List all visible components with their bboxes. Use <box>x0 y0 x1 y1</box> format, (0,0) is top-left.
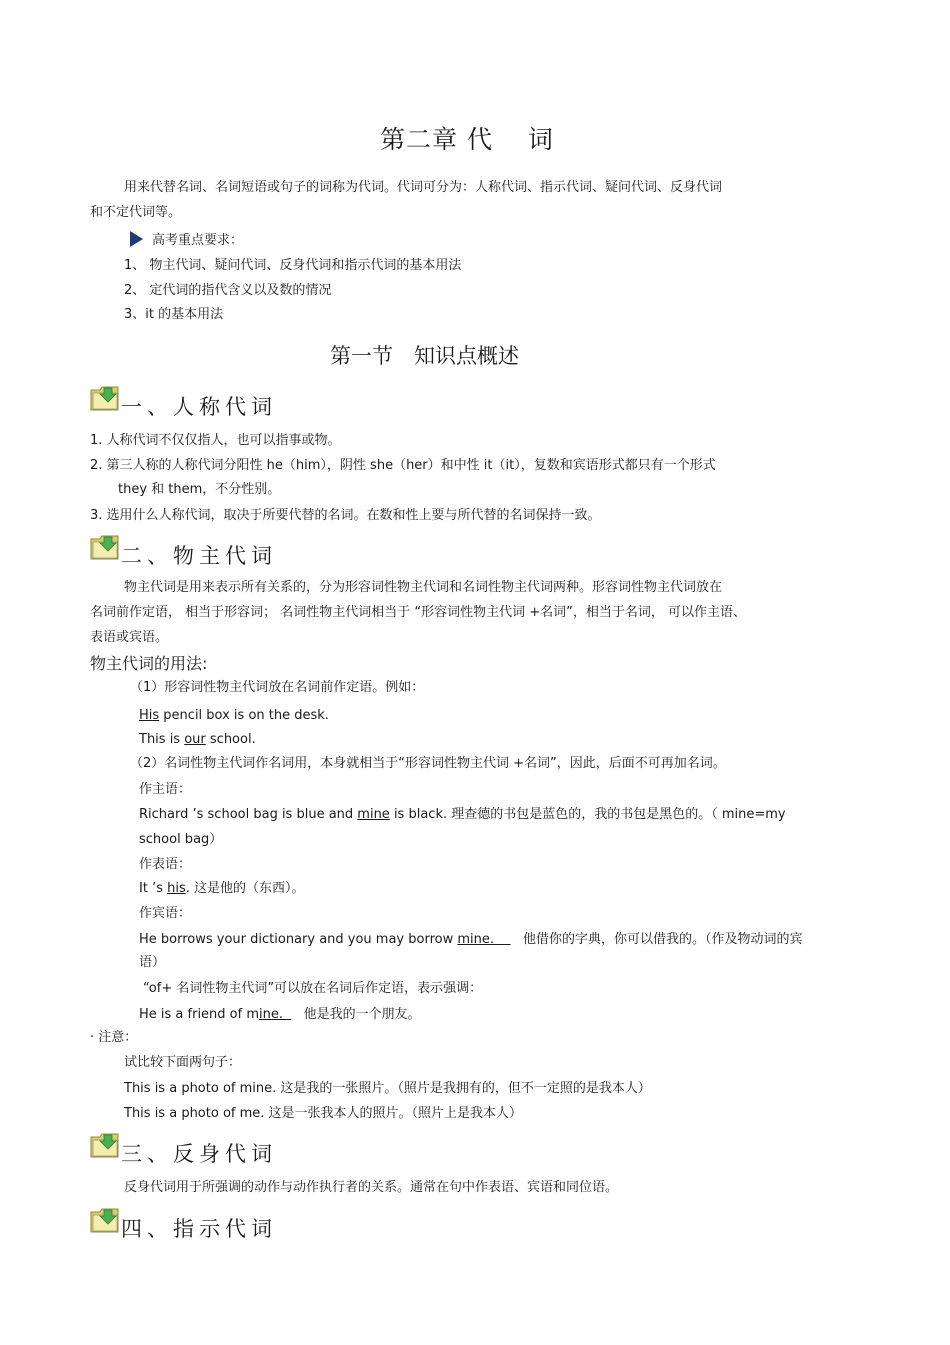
subject-example-cont: school bag） <box>139 832 223 847</box>
folder-icon <box>90 1131 120 1159</box>
possessive-pronoun-heading: 二、物主代词 <box>121 544 277 568</box>
intro-line-1: 用来代替名词、名词短语或句子的词称为代词。代词可分为：人称代词、指示代词、疑问代词、反身代词 <box>124 180 723 195</box>
of-possessive-note: “of+ 名词性物主代词”可以放在名词后作定语，表示强调： <box>143 981 483 996</box>
folder-icon <box>90 1206 120 1234</box>
chapter-title: 第二章 代 词 <box>380 125 554 154</box>
subject-example: Richard ’s school bag is blue and mine is black. 理查德的书包是蓝色的，我的书包是黑色的。（ mine=my <box>139 807 786 822</box>
possessive-para-3: 表语或宾语。 <box>90 630 169 645</box>
intro-line-2: 和不定代词等。 <box>90 205 182 220</box>
folder-icon <box>90 384 120 412</box>
underlined-word: His <box>139 708 160 723</box>
folder-icon <box>90 533 120 561</box>
predicative-example: It ’s his. 这是他的（东西）。 <box>139 881 305 896</box>
example-his: His pencil box is on the desk. <box>139 708 329 723</box>
personal-item-1: 1. 人称代词不仅仅指人，也可以指事或物。 <box>90 433 341 448</box>
triangle-bullet-icon <box>130 231 143 247</box>
reflexive-para: 反身代词用于所强调的动作与动作执行者的关系。通常在句中作表语、宾语和同位语。 <box>124 1180 619 1195</box>
underlined-word: our <box>184 732 206 747</box>
requirement-item-2: 2、 定代词的指代含义以及数的情况 <box>124 283 332 298</box>
underlined-word: ine. <box>259 1007 292 1022</box>
possessive-para-2: 名词前作定语， 相当于形容词； 名词性物主代词相当于 “形容词性物主代词 +名词”，相当于名词， 可以作主语、 <box>90 605 747 620</box>
underlined-word: mine. <box>457 932 511 947</box>
of-possessive-example: He is a friend of mine. 他是我的一个朋友。 <box>139 1007 421 1022</box>
predicative-label: 作表语： <box>139 857 192 872</box>
underlined-word: mine <box>357 807 390 822</box>
personal-item-2: 2. 第三人称的人称代词分阳性 he（him），阴性 she（her）和中性 it（it），复数和宾语形式都只有一个形式 <box>90 458 716 473</box>
personal-item-2-cont: they 和 them，不分性别。 <box>118 482 281 497</box>
compare-example-1: This is a photo of mine. 这是我的一张照片。（照片是我拥有的，但不一定照的是我本人） <box>124 1081 651 1096</box>
personal-item-3: 3. 选用什么人称代词，取决于所要代替的名词。在数和性上要与所代替的名词保持一致。 <box>90 508 601 523</box>
possessive-use-1: （1）形容词性物主代词放在名词前作定语。例如： <box>130 680 425 695</box>
compare-example-2: This is a photo of me. 这是一张我本人的照片。（照片上是我本人） <box>124 1106 523 1121</box>
attention-label: · 注意： <box>90 1030 138 1045</box>
compare-heading: 试比较下面两句子： <box>124 1055 242 1070</box>
requirement-item-3: 3、it 的基本用法 <box>124 307 224 322</box>
personal-pronoun-heading: 一、人称代词 <box>121 395 277 419</box>
object-label: 作宾语： <box>139 906 192 921</box>
object-example: He borrows your dictionary and you may borrow mine. 他借你的字典，你可以借我的。（作及物动词的宾 <box>139 932 803 947</box>
underlined-word: his <box>167 881 186 896</box>
demonstrative-pronoun-heading: 四、指示代词 <box>121 1217 277 1241</box>
requirements-heading: 高考重点要求： <box>152 233 244 248</box>
object-example-cont: 语） <box>139 955 166 970</box>
requirement-item-1: 1、 物主代词、疑问代词、反身代词和指示代词的基本用法 <box>124 258 462 273</box>
possessive-para-1: 物主代词是用来表示所有关系的，分为形容词性物主代词和名词性物主代词两种。形容词性物主代词放在 <box>124 580 723 595</box>
example-our: This is our school. <box>139 732 256 747</box>
reflexive-pronoun-heading: 三、反身代词 <box>121 1142 277 1166</box>
possessive-usage-heading: 物主代词的用法: <box>90 654 208 673</box>
subject-label: 作主语： <box>139 782 192 797</box>
possessive-use-2: （2）名词性物主代词作名词用，本身就相当于“形容词性物主代词 +名词”，因此，后面不可再加名词。 <box>130 756 726 771</box>
section-title: 第一节 知识点概述 <box>330 344 519 368</box>
